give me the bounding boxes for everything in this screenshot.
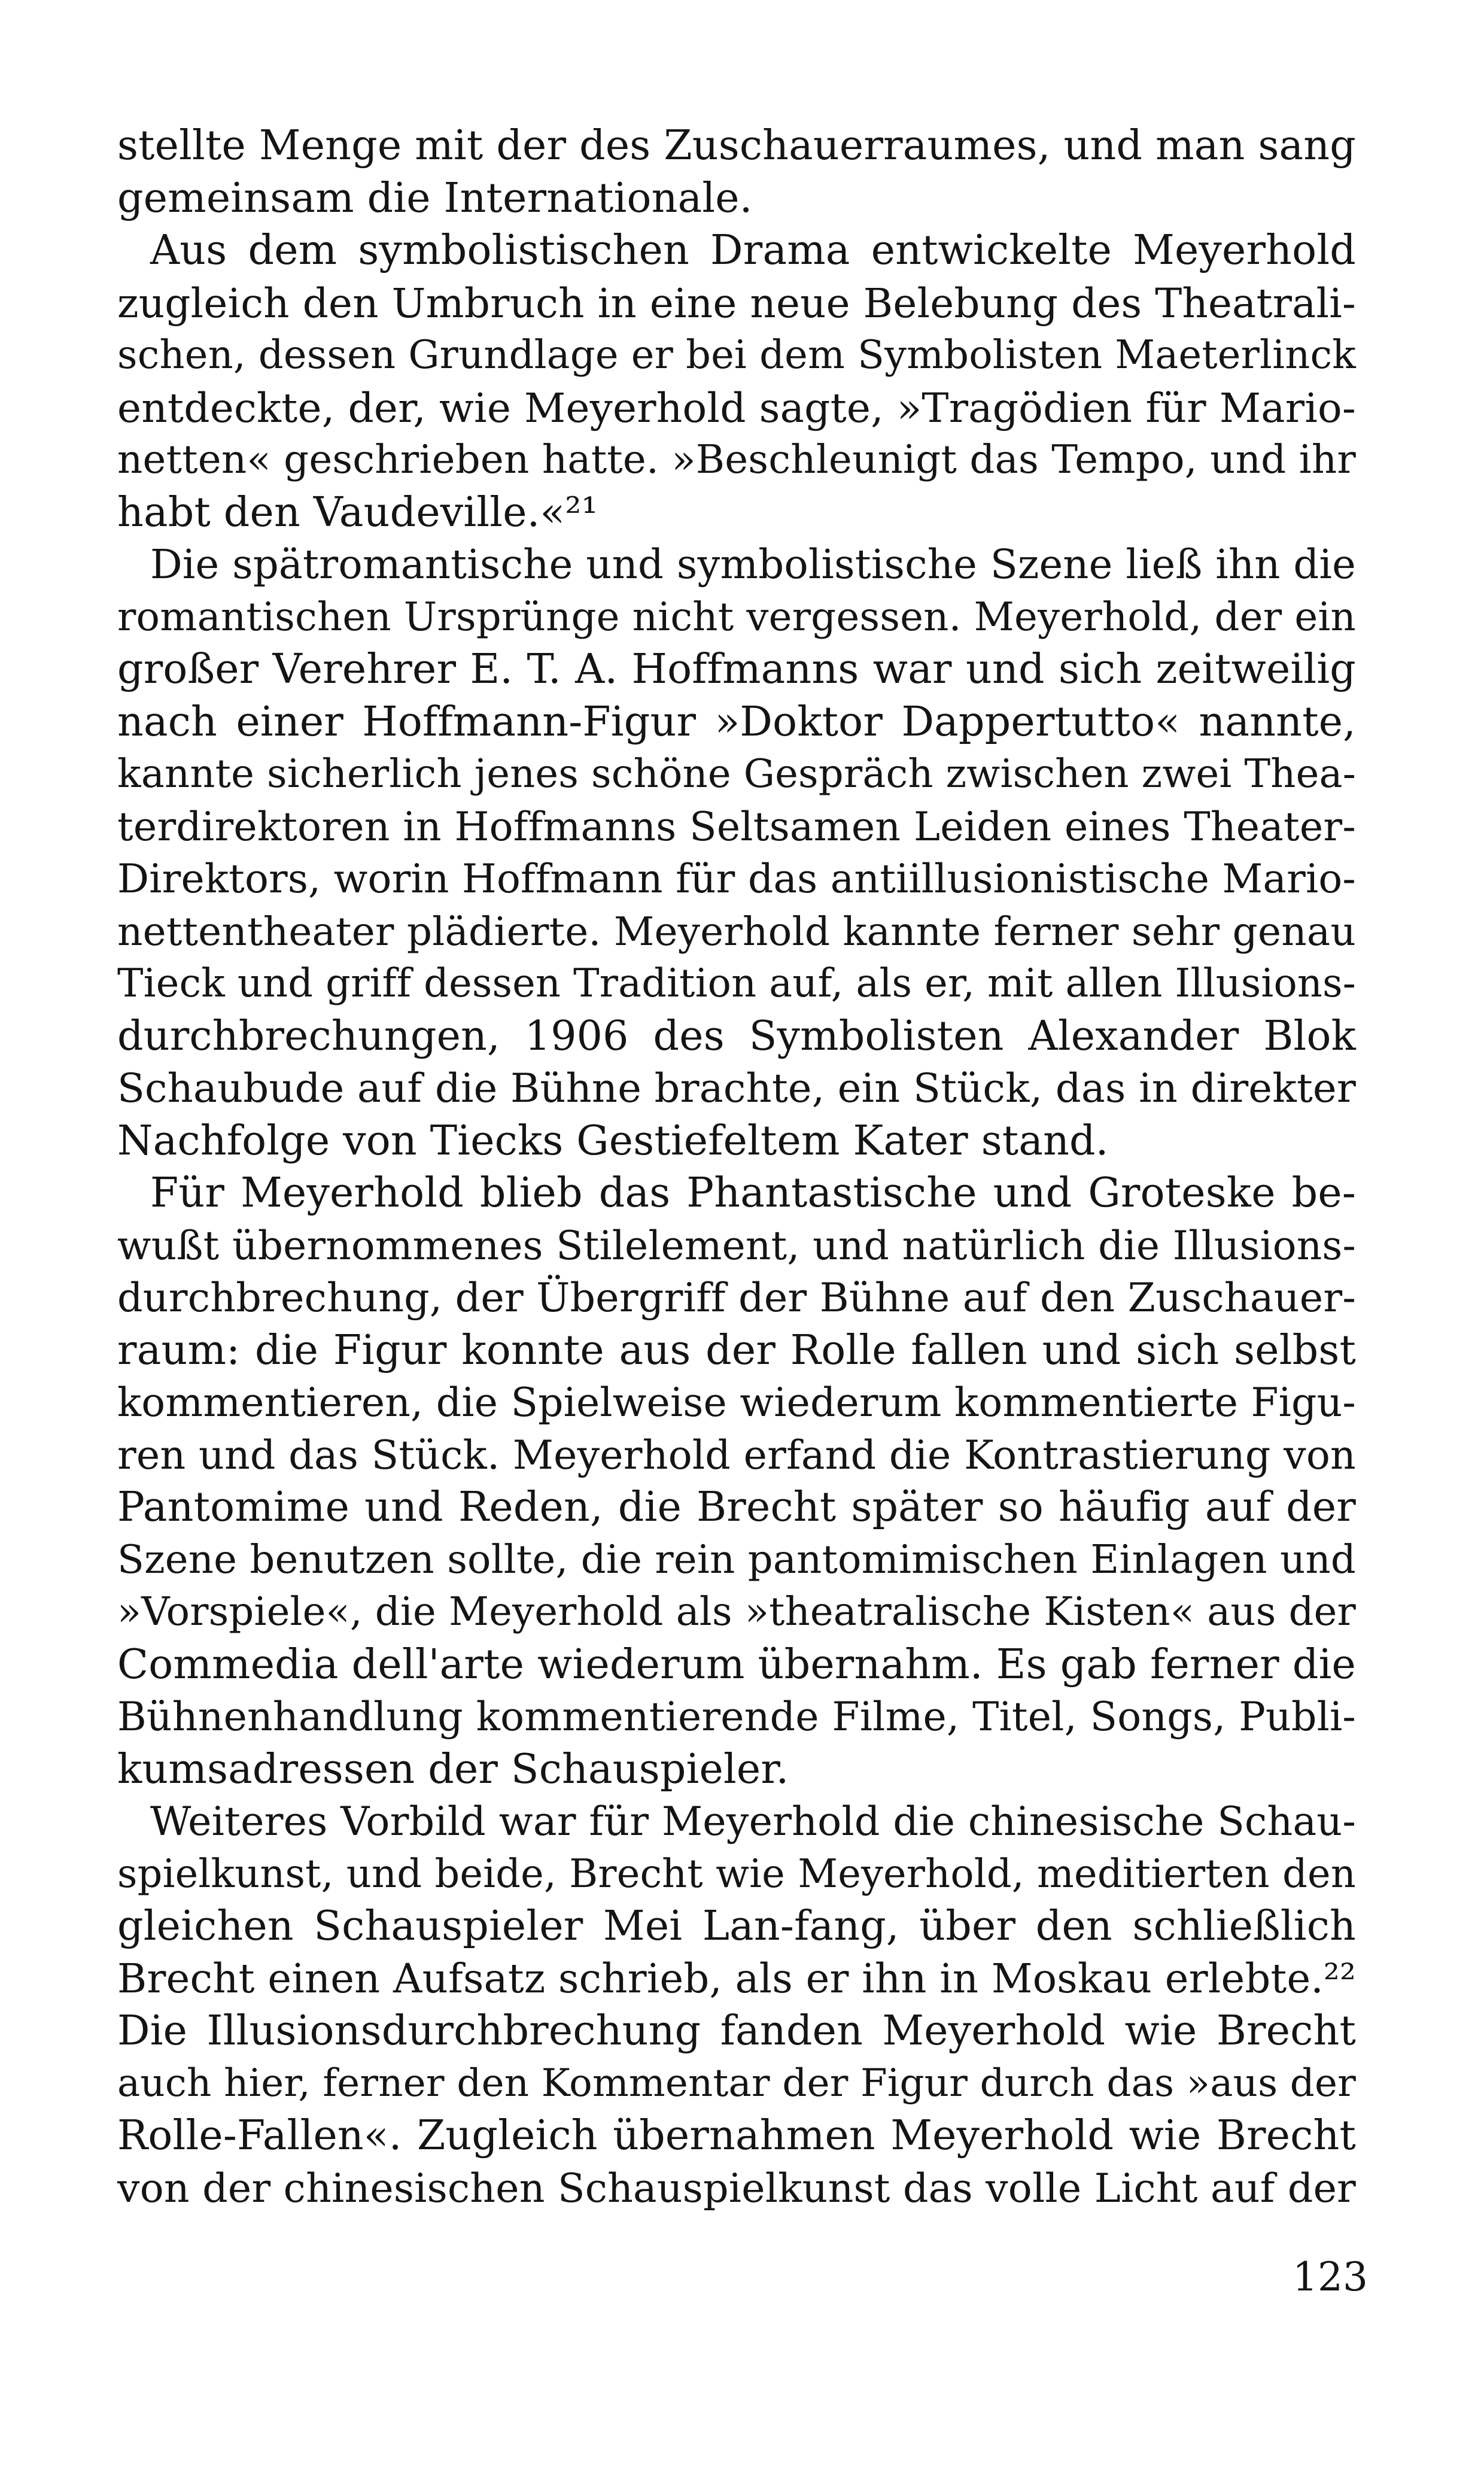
text-line: Tieck und griff dessen Tradition auf, als er, mit allen Illusions- (117, 961, 1356, 1006)
text-line: Brecht einen Aufsatz schrieb, als er ihn in Moskau erlebte.²² (117, 1955, 1356, 2002)
text-line: großer Verehrer E. T. A. Hoffmanns war und sich zeitweilig (117, 646, 1356, 693)
text-line: stellte Menge mit der des Zuschauerraumes, und man sang (117, 122, 1356, 169)
text-line: von der chinesischen Schauspielkunst das volle Licht auf der (117, 2164, 1356, 2211)
text-line: Nachfolge von Tiecks Gestiefeltem Kater stand. (117, 1117, 1109, 1165)
text-line: zugleich den Umbruch in eine neue Belebung des Theatrali- (117, 279, 1356, 327)
text-line: kumsadressen der Schauspieler. (117, 1745, 789, 1793)
text-line: auch hier, ferner den Kommentar der Figur durch das »aus der (117, 2061, 1356, 2106)
text-line: raum: die Figur konnte aus der Rolle fallen und sich selbst (117, 1326, 1356, 1374)
text-line: Szene benutzen sollte, die rein pantomimischen Einlagen und (117, 1536, 1356, 1582)
text-line: durchbrechung, der Übergriff der Bühne auf den Zuschauer- (117, 1274, 1356, 1321)
text-line: Direktors, worin Hoffmann für das antiillusionistische Mario- (117, 856, 1356, 902)
text-line: Pantomime und Reden, die Brecht später so häufig auf der (117, 1484, 1356, 1531)
page-number: 123 (1293, 2254, 1368, 2300)
text-line: ren und das Stück. Meyerhold erfand die Kontrastierung von (117, 1431, 1356, 1478)
body-text (117, 120, 1356, 2214)
text-line: wußt übernommenes Stilelement, und natürlich die Illusions- (117, 1222, 1356, 1269)
text-line: schen, dessen Grundlage er bei dem Symbolisten Maeterlinck (117, 332, 1356, 378)
text-line: »Vorspiele«, die Meyerhold als »theatralische Kisten« aus der (117, 1589, 1356, 1634)
text-line: kommentieren, die Spielweise wiederum kommentierte Figu- (117, 1380, 1356, 1426)
text-line: Die spätromantische und symbolistische Szene ließ ihn die (150, 541, 1356, 588)
text-line: habt den Vaudeville.«²¹ (117, 488, 598, 536)
text-line: spielkunst, und beide, Brecht wie Meyerhold, meditierten den (117, 1851, 1356, 1897)
text-line: Bühnenhandlung kommentierende Filme, Titel, Songs, Publi- (117, 1693, 1356, 1740)
text-line: nettentheater plädierte. Meyerhold kannte ferner sehr genau (117, 908, 1356, 955)
text-line: terdirektoren in Hoffmanns Seltsamen Leiden eines Theater- (117, 803, 1356, 850)
text-line: Schaubude auf die Bühne brachte, ein Stück, das in direkter (117, 1065, 1356, 1111)
text-line: nach einer Hoffmann-Figur »Doktor Dappertutto« nannte, (117, 698, 1356, 746)
text-line: gleichen Schauspieler Mei Lan-fang, über den schließlich (117, 1903, 1356, 1950)
text-line: kannte sicherlich jenes schöne Gespräch zwischen zwei Thea- (117, 751, 1356, 797)
text-line: Rolle-Fallen«. Zugleich übernahmen Meyerhold wie Brecht (117, 2112, 1356, 2159)
text-line: Für Meyerhold blieb das Phantastische und Groteske be- (150, 1169, 1356, 1217)
text-line: gemeinsam die Internationale. (117, 174, 753, 222)
text-line: romantischen Ursprünge nicht vergessen. Meyerhold, der ein (117, 594, 1356, 640)
text-line: Die Illusionsdurchbrechung fanden Meyerhold wie Brecht (117, 2007, 1356, 2055)
text-line: netten« geschrieben hatte. »Beschleunigt das Tempo, und ihr (117, 437, 1356, 482)
text-line: entdeckte, der, wie Meyerhold sagte, »Tragödien für Mario- (117, 384, 1356, 432)
text-line: Aus dem symbolistischen Drama entwickelte Meyerhold (150, 227, 1356, 274)
text-line: Weiteres Vorbild war für Meyerhold die chinesische Schau- (150, 1798, 1356, 1845)
text-line: durchbrechungen, 1906 des Symbolisten Alexander Blok (117, 1012, 1356, 1060)
text-line: Commedia dell'arte wiederum übernahm. Es gab ferner die (117, 1640, 1356, 1688)
